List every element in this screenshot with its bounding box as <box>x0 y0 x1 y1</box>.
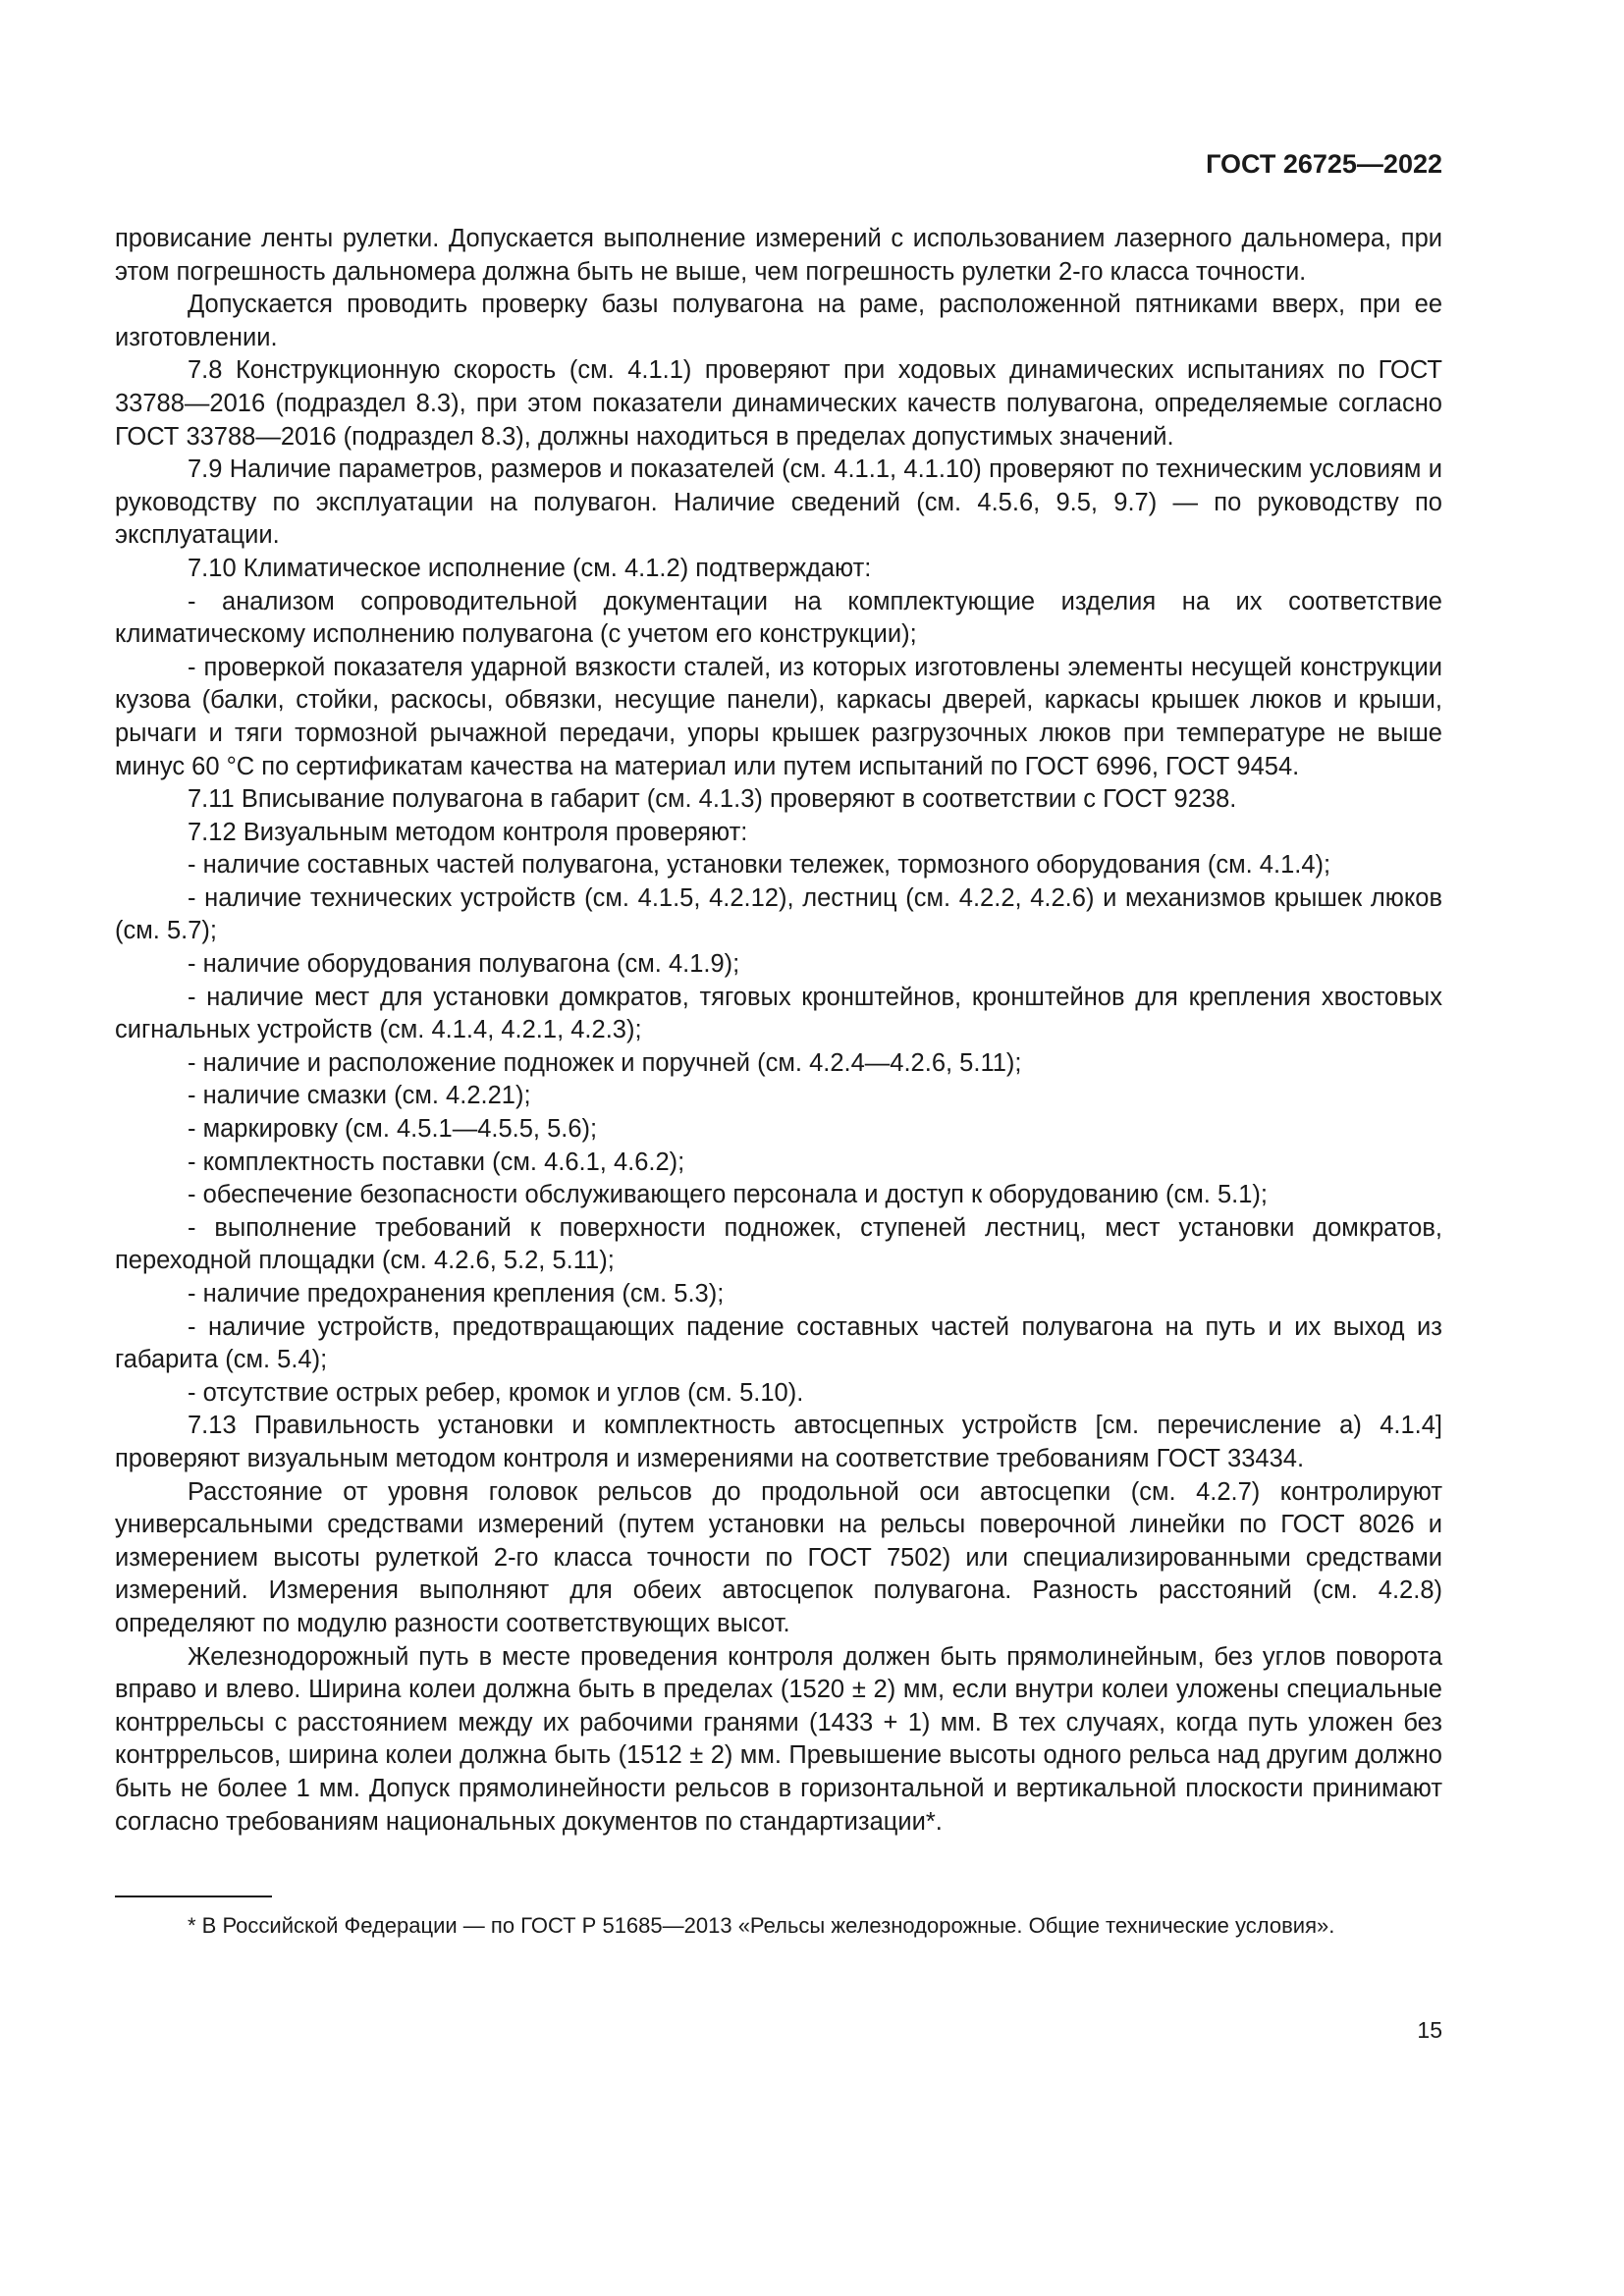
clause-7-12-item: - наличие мест для установки домкратов, тяговых кронштейнов, кронштейнов для крепления хвостовых сигнальных устройств (см. 4.1.4, 4.2.1, 4.2.3); <box>115 983 1442 1044</box>
clause-7-12-item: - обеспечение безопасности обслуживающего персонала и доступ к оборудованию (см. 5.1); <box>188 1181 1268 1209</box>
footnote-separator <box>115 1896 272 1897</box>
clause-7-12-item: - наличие предохранения крепления (см. 5.3); <box>188 1280 725 1308</box>
page-number: 15 <box>1417 2017 1442 2043</box>
footnote: * В Российской Федерации — по ГОСТ Р 51685—2013 «Рельсы железнодорожные. Общие технические условия». <box>188 1913 1335 1938</box>
clause-7-10-item-1: - анализом сопроводительной документации на комплектующие изделия на их соответствие климатическому исполнению полувагона (с учетом его конструкции); <box>115 587 1442 649</box>
paragraph-coupler-height: Расстояние от уровня головок рельсов до продольной оси автосцепки (см. 4.2.7) контролируют универсальными средствами измерений (путем установки на рельсы поверочной линейки по ГОСТ 8026 и измерением высоты рулеткой 2-го класса точности по ГОСТ 7502) или специализированными средствами измерений. Измерения выполняют для обеих автосцепок полувагона. Разность расстояний (см. 4.2.8) определяют по модулю разности соответствующих высот. <box>115 1477 1442 1637</box>
paragraph-track-requirements: Железнодорожный путь в месте проведения контроля должен быть прямолинейным, без углов поворота вправо и влево. Ширина колеи должна быть в пределах (1520 ± 2) мм, если внутри колеи уложены специальные контррельсы с расстоянием между их рабочими гранями (1433 + 1) мм. В тех случаях, когда путь уложен без контррельсов, ширина колеи должна быть (1512 ± 2) мм. Превышение высоты одного рельса над другим должно быть не более 1 мм. Допуск прямолинейности рельсов в горизонтальной и вертикальной плоскости принимают согласно требованиям национальных документов по стандартизации*. <box>115 1642 1442 1836</box>
clause-7-12-item: - комплектность поставки (см. 4.6.1, 4.6.2); <box>188 1148 685 1176</box>
document-code-header: ГОСТ 26725—2022 <box>1206 149 1442 179</box>
clause-7-13: 7.13 Правильность установки и комплектность автосцепных устройств [см. перечисление а) 4.1.4] проверяют визуальным методом контроля и измерениями на соответствие требованиям ГОСТ 33434. <box>115 1412 1442 1472</box>
paragraph-continuation: провисание ленты рулетки. Допускается выполнение измерений с использованием лазерного дальномера, при этом погрешность дальномера должна быть не выше, чем погрешность рулетки 2-го класса точности. <box>115 225 1442 286</box>
clause-7-12-item: - наличие оборудования полувагона (см. 4.1.9); <box>188 950 740 979</box>
clause-7-11: 7.11 Вписывание полувагона в габарит (см. 4.1.3) проверяют в соответствии с ГОСТ 9238. <box>188 785 1237 814</box>
clause-7-12-item: - наличие смазки (см. 4.2.21); <box>188 1082 531 1110</box>
clause-7-10: 7.10 Климатическое исполнение (см. 4.1.2) подтверждают: <box>188 554 872 582</box>
document-body <box>115 223 1442 1839</box>
clause-7-12-item: - наличие и расположение подножек и поручней (см. 4.2.4—4.2.6, 5.11); <box>188 1048 1022 1077</box>
clause-7-12-item: - отсутствие острых ребер, кромок и углов (см. 5.10). <box>188 1378 804 1407</box>
clause-7-12-item: - наличие устройств, предотвращающих падение составных частей полувагона на путь и их выход из габарита (см. 5.4); <box>115 1312 1442 1374</box>
paragraph-base-check: Допускается проводить проверку базы полувагона на раме, расположенной пятниками вверх, при ее изготовлении. <box>115 291 1442 351</box>
clause-7-10-item-2: - проверкой показателя ударной вязкости сталей, из которых изготовлены элементы несущей конструкции кузова (балки, стойки, раскосы, обвязки, несущие панели), каркасы дверей, каркасы крышек люков и крыши, рычаги и тяги тормозной рычажной передачи, упоры крышек разгрузочных люков при температуре не выше минус 60 °C по сертификатам качества на материал или путем испытаний по ГОСТ 6996, ГОСТ 9454. <box>115 653 1442 780</box>
clause-7-12-item: - наличие составных частей полувагона, установки тележек, тормозного оборудования (см. 4.1.4); <box>188 851 1331 880</box>
clause-7-8: 7.8 Конструкционную скорость (см. 4.1.1) проверяют при ходовых динамических испытаниях по ГОСТ 33788—2016 (подраздел 8.3), при этом показатели динамических качеств полувагона, определяемые согласно ГОСТ 33788—2016 (подраздел 8.3), должны находиться в пределах допустимых значений. <box>115 356 1442 451</box>
clause-7-12-item: - наличие технических устройств (см. 4.1.5, 4.2.12), лестниц (см. 4.2.2, 4.2.6) и механизмов крышек люков (см. 5.7); <box>115 883 1442 945</box>
clause-7-12-item: - маркировку (см. 4.5.1—4.5.5, 5.6); <box>188 1115 598 1144</box>
clause-7-12: 7.12 Визуальным методом контроля проверяют: <box>188 818 748 846</box>
clause-7-9: 7.9 Наличие параметров, размеров и показателей (см. 4.1.1, 4.1.10) проверяют по техническим условиям и руководству по эксплуатации на полувагон. Наличие сведений (см. 4.5.6, 9.5, 9.7) — по руководству по эксплуатации. <box>115 455 1442 550</box>
clause-7-12-item: - выполнение требований к поверхности подножек, ступеней лестниц, мест установки домкратов, переходной площадки (см. 4.2.6, 5.2, 5.11); <box>115 1213 1442 1275</box>
